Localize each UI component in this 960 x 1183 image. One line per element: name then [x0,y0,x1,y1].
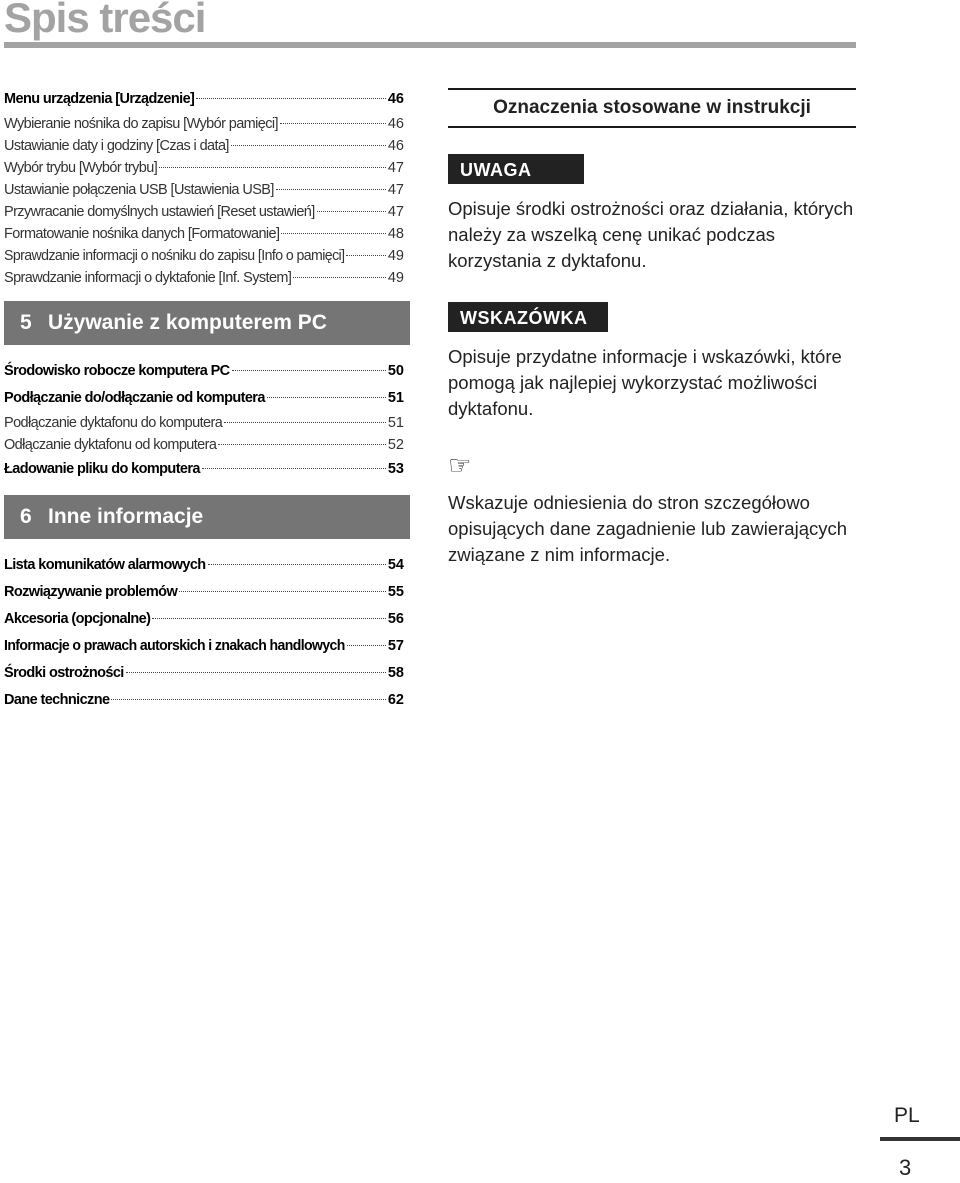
toc-leader-dots [231,145,386,146]
toc-entry-page: 50 [387,363,404,379]
toc-entry[interactable] [4,456,404,483]
legend-heading: Oznaczenia stosowane w instrukcji [448,88,856,128]
toc-entry-page: 53 [387,461,404,477]
toc-leader-dots [218,444,386,445]
toc-leader-dots [293,277,386,278]
toc-leader-dots [179,591,386,592]
toc-leader-dots [111,699,385,700]
toc-leader-dots [208,564,386,565]
toc-entry-page: 57 [387,638,404,654]
toc-entry-page: 46 [387,91,404,107]
toc-entry-page: 56 [387,611,404,627]
toc-entry-label: Wybieranie nośnika do zapisu [Wybór pamięci] [4,116,278,132]
toc-entry-label: Informacje o prawach autorskich i znakach handlowych [4,638,345,654]
toc-entry-page: 49 [387,270,404,286]
toc-entry-label: Lista komunikatów alarmowych [4,557,206,573]
toc-entry-label: Podłączanie dyktafonu do komputera [4,415,223,431]
toc-entry[interactable] [4,552,404,579]
toc-entry-page: 62 [387,692,404,708]
toc-entry-label: Środki ostrożności [4,665,124,681]
toc-entry-page: 54 [387,557,404,573]
toc-entry-label: Ustawianie daty i godziny [Czas i data] [4,138,229,154]
toc-group-pc [4,358,404,483]
section-header-6 [4,495,410,539]
toc-entry[interactable] [4,135,404,157]
toc-entry[interactable] [4,412,404,434]
toc-leader-dots [280,123,386,124]
toc-entry-page: 48 [387,226,404,242]
toc-entry-page: 47 [387,182,404,198]
toc-entry-label: Wybór trybu [Wybór trybu] [4,160,158,176]
section-title: Inne informacje [48,505,204,528]
reference-description: Wskazuje odniesienia do stron szczegółowo opisujących dane zagadnienie lub zawierających związane z nim informacje. [448,492,848,565]
toc-entry[interactable] [4,434,404,456]
toc-entry-label: Sprawdzanie informacji o dyktafonie [Inf. System] [4,270,292,286]
toc-entry-page: 47 [387,204,404,220]
toc-leader-dots [346,255,385,256]
toc-entry-label: Menu urządzenia [Urządzenie] [4,91,195,107]
table-of-contents [4,86,404,714]
page-number: 3 [899,1155,912,1180]
language-label: PL [894,1104,920,1127]
tip-description: Opisuje przydatne informacje i wskazówki, które pomogą jak najlepiej wykorzystać możliwości dyktafonu. [448,346,842,419]
toc-leader-dots [267,397,386,398]
toc-entry[interactable] [4,633,404,660]
toc-entry[interactable] [4,223,404,245]
toc-leader-dots [281,233,385,234]
toc-entry[interactable] [4,113,404,135]
toc-entry[interactable] [4,157,404,179]
toc-entry[interactable] [4,660,404,687]
section-header-5 [4,301,410,345]
toc-entry-page: 51 [387,415,404,431]
toc-entry[interactable] [4,358,404,385]
toc-leader-dots [152,618,386,619]
toc-leader-dots [232,370,386,371]
toc-entry-label: Podłączanie do/odłączanie od komputera [4,390,265,406]
toc-leader-dots [224,422,386,423]
language-rule [880,1137,960,1141]
toc-leader-dots [202,468,386,469]
toc-entry-label: Formatowanie nośnika danych [Formatowanie] [4,226,280,242]
toc-entry-page: 47 [387,160,404,176]
toc-entry-page: 46 [387,138,404,154]
toc-leader-dots [317,211,386,212]
toc-entry-page: 52 [387,437,404,453]
toc-entry[interactable] [4,267,404,289]
toc-entry-label: Odłączanie dyktafonu od komputera [4,437,217,453]
toc-leader-dots [196,98,386,99]
toc-entry-page: 55 [387,584,404,600]
toc-leader-dots [126,672,386,673]
toc-group-other-info [4,552,404,714]
toc-entry[interactable] [4,687,404,714]
page-title: Spis treści [4,0,206,41]
toc-entry[interactable] [4,179,404,201]
toc-entry-label: Dane techniczne [4,692,110,708]
warning-tag: UWAGA [448,154,584,184]
toc-entry-label: Akcesoria (opcjonalne) [4,611,151,627]
toc-leader-dots [159,167,386,168]
toc-entry[interactable] [4,606,404,633]
title-rule [4,42,856,48]
toc-entry[interactable] [4,385,404,412]
toc-entry-label: Środowisko robocze komputera PC [4,363,230,379]
section-title: Używanie z komputerem PC [48,311,327,334]
section-number: 6 [20,505,32,528]
toc-entry-page: 58 [387,665,404,681]
warning-description: Opisuje środki ostrożności oraz działania, których należy za wszelką cenę unikać podczas korzystania z dyktafonu. [448,198,854,271]
toc-entry-page: 46 [387,116,404,132]
legend-panel [448,88,856,568]
toc-leader-dots [276,189,386,190]
toc-entry[interactable] [4,245,404,267]
section-number: 5 [20,311,32,334]
toc-entry[interactable] [4,579,404,606]
toc-entry-label: Ładowanie pliku do komputera [4,461,200,477]
toc-leader-dots [347,645,386,646]
toc-group-device-menu [4,86,404,289]
toc-entry-page: 51 [387,390,404,406]
toc-entry-label: Ustawianie połączenia USB [Ustawienia USB] [4,182,274,198]
toc-entry-page: 49 [387,248,404,264]
toc-entry-label: Przywracanie domyślnych ustawień [Reset ustawień] [4,204,315,220]
tip-tag: WSKAZÓWKA [448,302,608,332]
toc-entry-label: Rozwiązywanie problemów [4,584,178,600]
toc-entry-label: Sprawdzanie informacji o nośniku do zapisu [Info o pamięci] [4,248,345,264]
toc-entry[interactable] [4,86,404,113]
pointing-hand-icon: ☞ [448,451,472,481]
toc-entry[interactable] [4,201,404,223]
